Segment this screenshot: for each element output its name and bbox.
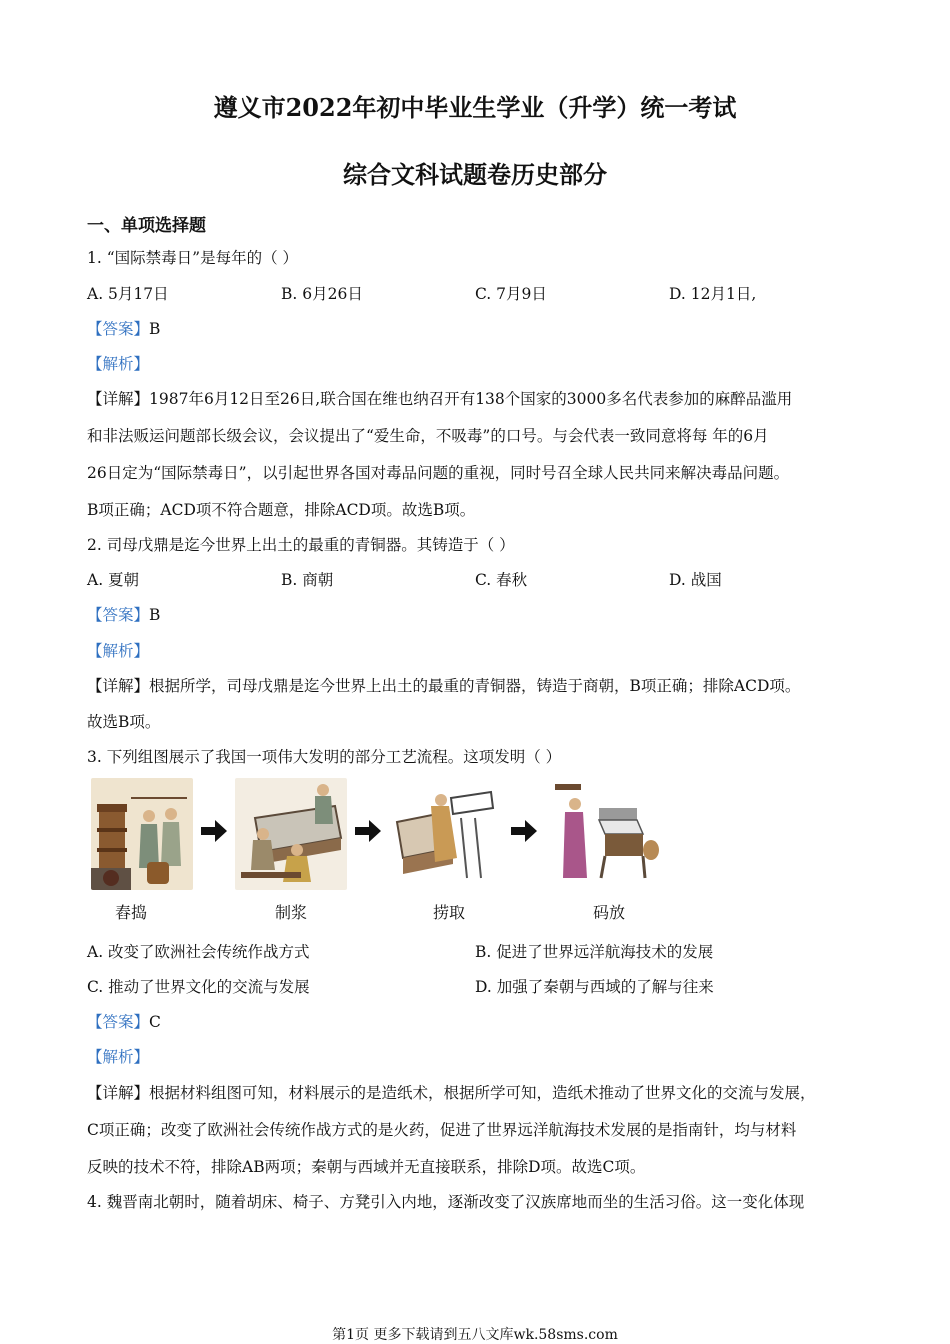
- q3-option-c: C. 推动了世界文化的交流与发展: [87, 978, 310, 996]
- q3-detail-line-3: 反映的技术不符，排除AB两项；秦朝与西域并无直接联系，排除D项。故选C项。: [87, 1158, 646, 1176]
- q3-option-a: A. 改变了欧洲社会传统作战方式: [87, 943, 310, 961]
- answer-label: 【答案】: [87, 320, 150, 338]
- detail-text: 根据所学，司母戊鼎是迄今世界上出土的最重的青铜器，铸造于商朝，B项正确；排除ACD项。: [149, 677, 801, 695]
- page-footer: 第1页 更多下载请到五八文库wk.58sms.com: [332, 1327, 618, 1343]
- detail-label: 【详解】: [87, 1084, 150, 1102]
- q1-detail-line-2: 和非法贩运问题部长级会议，会议提出了“爱生命，不吸毒”的口号。与会代表一致同意将每 年的6月: [87, 427, 769, 445]
- section-heading: 一、单项选择题: [87, 216, 206, 236]
- q1-option-d: D. 12月1日,: [669, 285, 757, 303]
- caption-stacking: 码放: [592, 903, 625, 922]
- caption-scooping: 捞取: [432, 903, 465, 922]
- q3-option-b: B. 促进了世界远洋航海技术的发展: [475, 943, 714, 961]
- answer-value: C: [149, 1013, 161, 1031]
- q1-option-b: B. 6月26日: [281, 285, 363, 303]
- answer-value: B: [149, 606, 161, 624]
- detail-label: 【详解】: [87, 390, 150, 408]
- q2-option-a: A. 夏朝: [87, 571, 140, 589]
- pulping-illustration: [235, 778, 347, 890]
- stacking-illustration: [545, 778, 663, 890]
- q3-detail-line-1: [87, 1081, 816, 1103]
- answer-label: 【答案】: [87, 606, 150, 624]
- arrow-right-icon: [355, 820, 381, 842]
- q3-option-d: D. 加强了秦朝与西域的了解与往来: [475, 978, 714, 996]
- detail-label: 【详解】: [87, 677, 150, 695]
- answer-value: B: [149, 320, 161, 338]
- arrow-right-icon: [201, 820, 227, 842]
- q2-stem: 2. 司母戊鼎是迄今世界上出土的最重的青铜器。其铸造于（ ）: [87, 536, 515, 554]
- page-title: 遵义市2022年初中毕业生学业（升学）统一考试: [213, 93, 737, 122]
- q1-option-a: A. 5月17日: [87, 285, 169, 303]
- caption-pulping: 制浆: [274, 903, 307, 922]
- q1-analysis-label: 【解析】: [87, 355, 150, 373]
- papermaking-process-figure: [87, 778, 687, 928]
- q3-stem: 3. 下列组图展示了我国一项伟大发明的部分工艺流程。这项发明（ ）: [87, 748, 562, 766]
- q2-option-c: C. 春秋: [475, 571, 528, 589]
- q1-answer: [87, 317, 160, 339]
- q3-detail-line-2: C项正确；改变了欧洲社会传统作战方式的是火药，促进了世界远洋航海技术发展的是指南针，均与材料: [87, 1121, 797, 1139]
- q1-stem: 1. “国际禁毒日”是每年的（ ）: [87, 249, 298, 267]
- q2-analysis-label: 【解析】: [87, 642, 150, 660]
- q2-detail-line-1: [87, 674, 800, 696]
- detail-text: 根据材料组图可知，材料展示的是造纸术，根据所学可知，造纸术推动了世界文化的交流与发展，: [149, 1084, 816, 1102]
- q2-answer: [87, 603, 160, 625]
- q1-detail-line-1: [87, 387, 792, 409]
- q2-option-b: B. 商朝: [281, 571, 334, 589]
- detail-text: 1987年6月12日至26日,联合国在维也纳召开有138个国家的3000多名代表参加的麻醉品滥用: [149, 390, 793, 408]
- answer-label: 【答案】: [87, 1013, 150, 1031]
- q2-detail-line-2: 故选B项。: [87, 713, 161, 731]
- arrow-right-icon: [511, 820, 537, 842]
- q3-answer: [87, 1010, 161, 1032]
- caption-pounding: 舂捣: [114, 903, 147, 922]
- q4-stem: 4. 魏晋南北朝时，随着胡床、椅子、方凳引入内地，逐渐改变了汉族席地而坐的生活习俗。这一变化体现: [87, 1193, 805, 1211]
- page-subtitle: 综合文科试题卷历史部分: [343, 160, 607, 189]
- q1-detail-line-3: 26日定为“国际禁毒日”，以引起世界各国对毒品问题的重视，同时号召全球人民共同来解决毒品问题。: [87, 464, 790, 482]
- q1-option-c: C. 7月9日: [475, 285, 547, 303]
- scooping-illustration: [391, 778, 501, 890]
- q3-analysis-label: 【解析】: [87, 1048, 150, 1066]
- pounding-illustration: [91, 778, 193, 890]
- q2-option-d: D. 战国: [669, 571, 722, 589]
- q1-detail-line-4: B项正确；ACD项不符合题意，排除ACD项。故选B项。: [87, 501, 476, 519]
